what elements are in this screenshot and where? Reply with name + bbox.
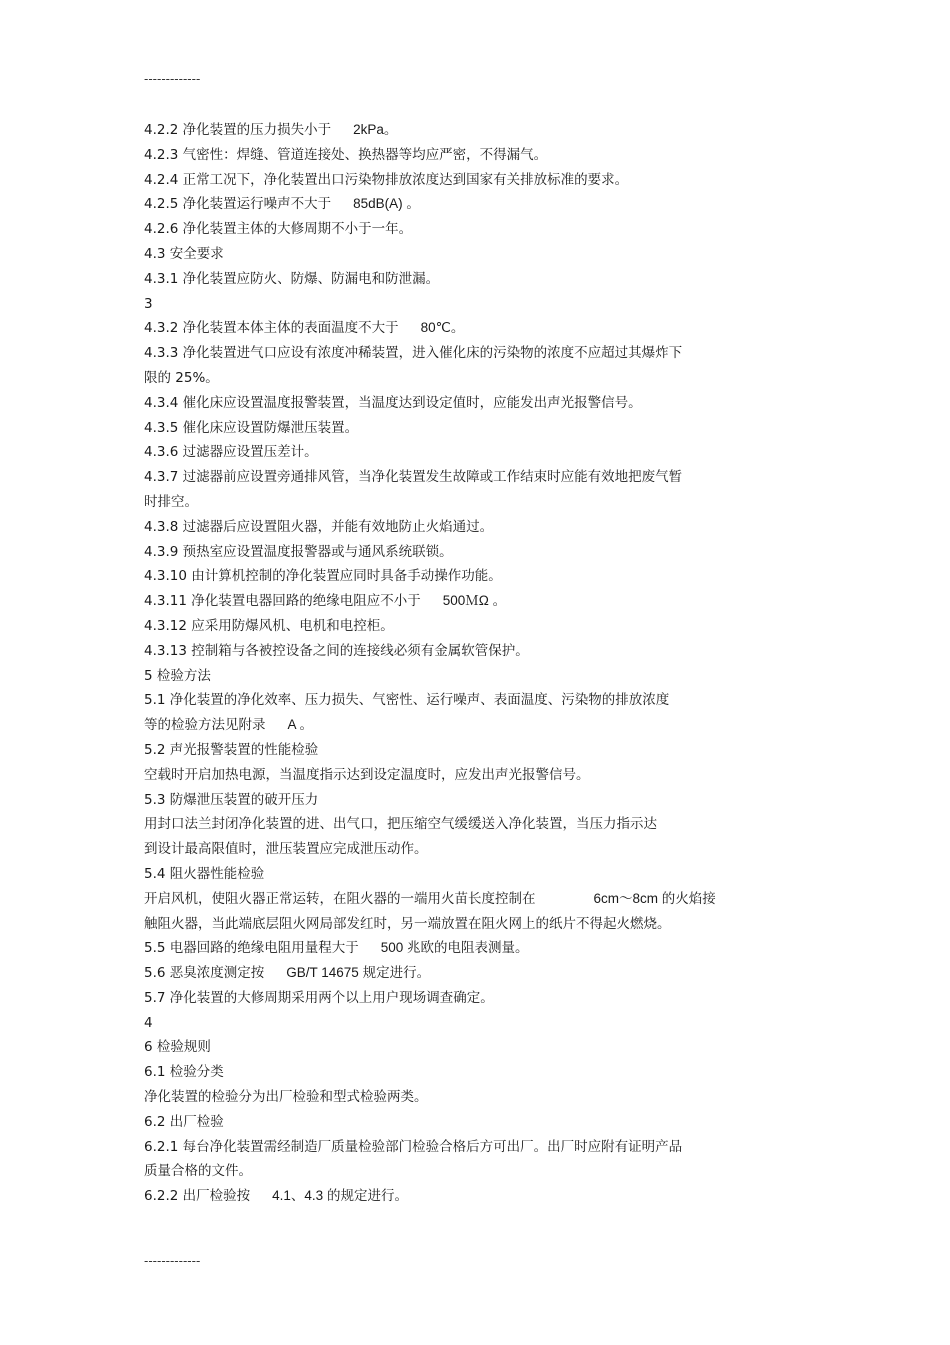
text-line	[144, 1085, 804, 1110]
text-line	[144, 961, 804, 986]
top-separator: -------------	[144, 72, 201, 86]
text-line	[144, 738, 804, 763]
line-text: 空载时开启加热电源，当温度指示达到设定温度时，应发出声光报警信号。	[144, 766, 590, 783]
line-text: 4	[144, 1014, 153, 1031]
text-line	[144, 887, 804, 912]
line-text: 4.2.6 净化装置主体的大修周期不小于一年。	[144, 221, 413, 238]
line-text: 时排空。	[144, 493, 198, 510]
line-tail: 500 兆欧的电阻表测量。	[380, 940, 529, 956]
line-text: 4.2.3 气密性：焊缝、管道连接处、换热器等均应严密，不得漏气。	[144, 146, 548, 163]
text-line	[144, 1110, 804, 1135]
line-text: 限的 25%。	[144, 369, 219, 386]
text-line	[144, 614, 804, 639]
line-text: 6 检验规则	[144, 1039, 211, 1056]
text-line	[144, 986, 804, 1011]
line-tail: 6cm～8cm 的火焰接	[593, 890, 716, 906]
line-text: 4.3.3 净化装置进气口应设有浓度冲稀装置，进入催化床的污染物的浓度不应超过其爆炸下	[144, 345, 683, 362]
line-text: 4.3.6 过滤器应设置压差计。	[144, 444, 318, 461]
line-tail: 500ＭΩ 。	[442, 593, 507, 609]
text-line	[144, 341, 804, 366]
line-text: 5.5 电器回路的绝缘电阻用量程大于	[144, 940, 359, 957]
line-text: 5.7 净化装置的大修周期采用两个以上用户现场调查确定。	[144, 989, 494, 1006]
line-text: 5.2 声光报警装置的性能检验	[144, 741, 319, 758]
text-line	[144, 217, 804, 242]
line-text: 4.2.5 净化装置运行噪声不大于	[144, 196, 332, 213]
line-text: 4.3.11 净化装置电器回路的绝缘电阻应不小于	[144, 593, 421, 610]
line-tail: 85dB(A) 。	[353, 196, 420, 212]
text-line	[144, 763, 804, 788]
line-text: 4.3.9 预热室应设置温度报警器或与通风系统联锁。	[144, 543, 453, 560]
line-text: 4.3.7 过滤器前应设置旁通排风管，当净化装置发生故障或工作结束时应能有效地把废气暂	[144, 469, 683, 486]
text-line	[144, 490, 804, 515]
line-text: 净化装置的检验分为出厂检验和型式检验两类。	[144, 1089, 428, 1106]
text-line	[144, 242, 804, 267]
text-line	[144, 366, 804, 391]
line-text: 4.3.10 由计算机控制的净化装置应同时具备手动操作功能。	[144, 568, 502, 585]
text-line	[144, 912, 804, 937]
line-text: 4.3.2 净化装置本体主体的表面温度不大于	[144, 320, 399, 337]
text-line	[144, 416, 804, 441]
line-text: 3	[144, 295, 153, 312]
text-line	[144, 564, 804, 589]
line-text: 4.2.4 正常工况下，净化装置出口污染物排放浓度达到国家有关排放标准的要求。	[144, 171, 629, 188]
line-text: 4.3 安全要求	[144, 245, 224, 262]
text-line	[144, 515, 804, 540]
line-text: 6.2 出厂检验	[144, 1113, 224, 1130]
text-line	[144, 192, 804, 217]
text-line	[144, 1184, 804, 1209]
text-line	[144, 688, 804, 713]
line-text: 用封口法兰封闭净化装置的进、出气口，把压缩空气缓缓送入净化装置，当压力指示达	[144, 816, 657, 833]
line-text: 4.3.8 过滤器后应设置阻火器，并能有效地防止火焰通过。	[144, 518, 494, 535]
line-text: 到设计最高限值时，泄压装置应完成泄压动作。	[144, 841, 428, 858]
text-line	[144, 168, 804, 193]
text-line	[144, 143, 804, 168]
line-text: 4.2.2 净化装置的压力损失小于	[144, 122, 332, 138]
line-tail: 80℃。	[420, 320, 465, 336]
text-line	[144, 589, 804, 614]
line-text: 5.1 净化装置的净化效率、压力损失、气密性、运行噪声、表面温度、污染物的排放浓度	[144, 692, 670, 709]
line-text: 5.3 防爆泄压装置的破开压力	[144, 791, 319, 808]
bottom-separator: -------------	[144, 1254, 201, 1268]
text-line	[144, 1011, 804, 1036]
text-line	[144, 1035, 804, 1060]
line-tail: GB/T 14675 规定进行。	[286, 965, 431, 981]
line-text: 5 检验方法	[144, 667, 211, 684]
text-line	[144, 391, 804, 416]
line-text: 4.3.12 应采用防爆风机、电机和电控柜。	[144, 617, 394, 634]
text-line	[144, 862, 804, 887]
text-line	[144, 1060, 804, 1085]
text-line	[144, 118, 804, 143]
line-tail: 2kPa。	[353, 122, 398, 137]
text-line	[144, 1159, 804, 1184]
line-text: 5.6 恶臭浓度测定按	[144, 965, 265, 982]
text-line	[144, 465, 804, 490]
text-line	[144, 316, 804, 341]
text-line	[144, 664, 804, 689]
line-text: 4.3.5 催化床应设置防爆泄压装置。	[144, 419, 359, 436]
document-body	[144, 118, 804, 1209]
text-line	[144, 639, 804, 664]
line-text: 6.2.1 每台净化装置需经制造厂质量检验部门检验合格后方可出厂。出厂时应附有证明产品	[144, 1138, 683, 1155]
text-line	[144, 292, 804, 317]
text-line	[144, 936, 804, 961]
line-text: 等的检验方法见附录	[144, 717, 266, 734]
text-line	[144, 267, 804, 292]
text-line	[144, 788, 804, 813]
line-text: 开启风机，使阻火器正常运转，在阻火器的一端用火苗长度控制在	[144, 890, 536, 907]
text-line	[144, 540, 804, 565]
line-text: 触阻火器，当此端底层阻火网局部发红时，另一端放置在阻火网上的纸片不得起火燃烧。	[144, 915, 671, 932]
line-text: 质量合格的文件。	[144, 1163, 252, 1180]
text-line	[144, 837, 804, 862]
line-text: 6.1 检验分类	[144, 1064, 224, 1081]
line-text: 4.3.13 控制箱与各被控设备之间的连接线必须有金属软管保护。	[144, 642, 529, 659]
text-line	[144, 1135, 804, 1160]
line-tail: A 。	[287, 717, 314, 733]
line-text: 4.3.1 净化装置应防火、防爆、防漏电和防泄漏。	[144, 270, 440, 287]
line-text: 4.3.4 催化床应设置温度报警装置，当温度达到设定值时，应能发出声光报警信号。	[144, 394, 642, 411]
text-line	[144, 812, 804, 837]
line-tail: 4.1、4.3 的规定进行。	[272, 1188, 408, 1204]
line-text: 5.4 阻火器性能检验	[144, 865, 265, 882]
line-text: 6.2.2 出厂检验按	[144, 1188, 251, 1205]
text-line	[144, 713, 804, 738]
text-line	[144, 440, 804, 465]
